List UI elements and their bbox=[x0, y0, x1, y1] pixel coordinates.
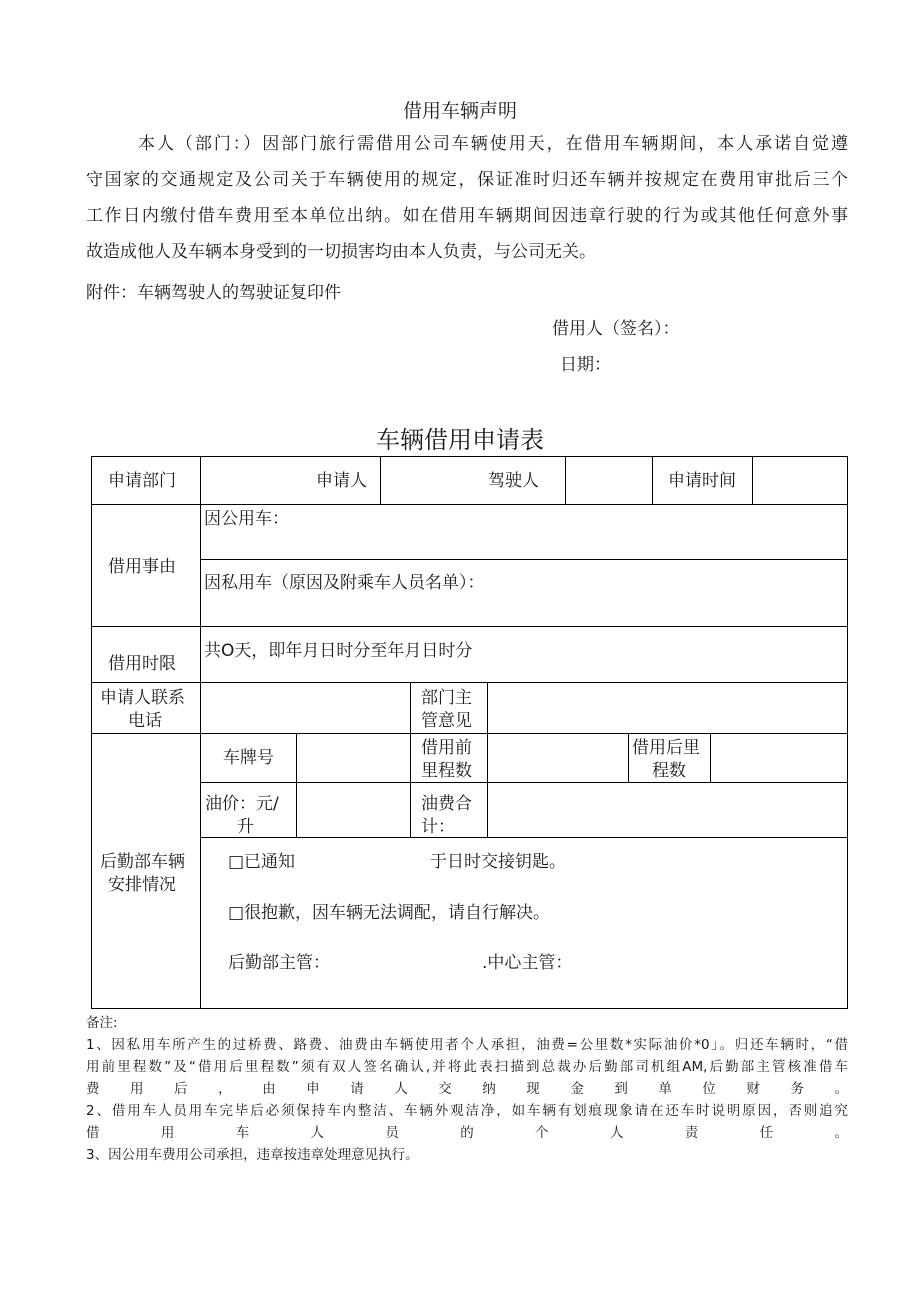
notified-checkbox-option[interactable]: □已通知 bbox=[228, 852, 296, 872]
plate-label: 车牌号 bbox=[223, 748, 274, 768]
attachment-note: 附件：车辆驾驶人的驾驶证复印件 bbox=[86, 283, 341, 303]
applicant-label: 申请人 bbox=[316, 471, 367, 491]
reason-label: 借用事由 bbox=[108, 557, 176, 577]
private-use-label: 因私用车（原因及附乘车人员名单）： bbox=[204, 573, 485, 593]
mileage-before-label-2: 里程数 bbox=[421, 761, 472, 781]
mileage-after-label-1: 借用后里 bbox=[632, 738, 700, 758]
note-line: 费用后，由申请人交纳现金到单位财务。 bbox=[86, 1081, 848, 1097]
mileage-after-label-2: 程数 bbox=[652, 761, 686, 781]
note-line: 1、因私用车所产生的过桥费、路费、油费由车辆使用者个人承担，油费=公里数*实际油价*0」。归还车辆时，“借 bbox=[86, 1037, 848, 1053]
note-line: 2、借用车人员用车完毕后必须保持车内整洁、车辆外观洁净，如车辆有划痕现象请在还车时说明原因，否则追究 bbox=[86, 1103, 848, 1119]
dept-opinion-label-2: 管意见 bbox=[421, 711, 472, 731]
form-title: 车辆借用申请表 bbox=[376, 426, 544, 454]
contact-label-2: 电话 bbox=[128, 711, 162, 731]
note-line: 3、因公用车费用公司承担，违章按违章处理意见执行。 bbox=[86, 1147, 419, 1163]
table-border bbox=[92, 457, 848, 1009]
center-manager-label: .中心主管： bbox=[482, 953, 573, 973]
fuel-price-label-2: 升 bbox=[237, 817, 254, 837]
fuel-total-label-1: 油费合 bbox=[421, 794, 472, 814]
signature-label: 借用人（签名）： bbox=[552, 319, 680, 339]
declaration-title: 借用车辆声明 bbox=[402, 100, 517, 122]
date-label: 日期： bbox=[560, 355, 611, 375]
period-label: 借用时限 bbox=[108, 654, 176, 674]
dept-opinion-label-1: 部门主 bbox=[421, 688, 472, 708]
mileage-before-label-1: 借用前 bbox=[421, 738, 472, 758]
request-time-label: 申请时间 bbox=[668, 471, 736, 491]
logistics-label-2: 安排情况 bbox=[108, 875, 176, 895]
declaration-line: 本人（部门：）因部门旅行需借用公司车辆使用天，在借用车辆期间，本人承诺自觉遵 bbox=[138, 134, 848, 154]
note-line: 用前里程数”及“借用后里程数”须有双人签名确认,并将此表扫描到总裁办后勤部司机组AM,后勤部主管核准借车 bbox=[86, 1059, 848, 1075]
notes-header: 备注: bbox=[86, 1015, 118, 1031]
declaration-line: 工作日内缴付借车费用至本单位出纳。如在借用车辆期间因违章行驶的行为或其他任何意外事 bbox=[86, 206, 848, 226]
public-use-label: 因公用车： bbox=[204, 509, 289, 529]
dept-label: 申请部门 bbox=[108, 471, 176, 491]
period-text: 共O天，即年月日时分至年月日时分 bbox=[204, 641, 473, 661]
unavailable-checkbox-option[interactable]: □很抱歉，因车辆无法调配，请自行解决。 bbox=[228, 903, 551, 923]
notes-section bbox=[86, 1012, 848, 1166]
logistics-label-1: 后勤部车辆 bbox=[100, 852, 185, 872]
driver-label: 驾驶人 bbox=[488, 471, 539, 491]
logistics-manager-label: 后勤部主管： bbox=[228, 953, 330, 973]
key-handover-text: 于日时交接钥匙。 bbox=[430, 852, 566, 872]
contact-label-1: 申请人联系 bbox=[100, 688, 185, 708]
declaration-line: 守国家的交通规定及公司关于车辆使用的规定，保证准时归还车辆并按规定在费用审批后三个 bbox=[86, 170, 848, 190]
note-line: 借用车人员的个人责任。 bbox=[86, 1125, 848, 1141]
fuel-total-label-2: 计： bbox=[421, 817, 455, 837]
declaration-line: 故造成他人及车辆本身受到的一切损害均由本人负责，与公司无关。 bbox=[86, 242, 596, 262]
fuel-price-label-1: 油价：元/ bbox=[205, 794, 279, 814]
